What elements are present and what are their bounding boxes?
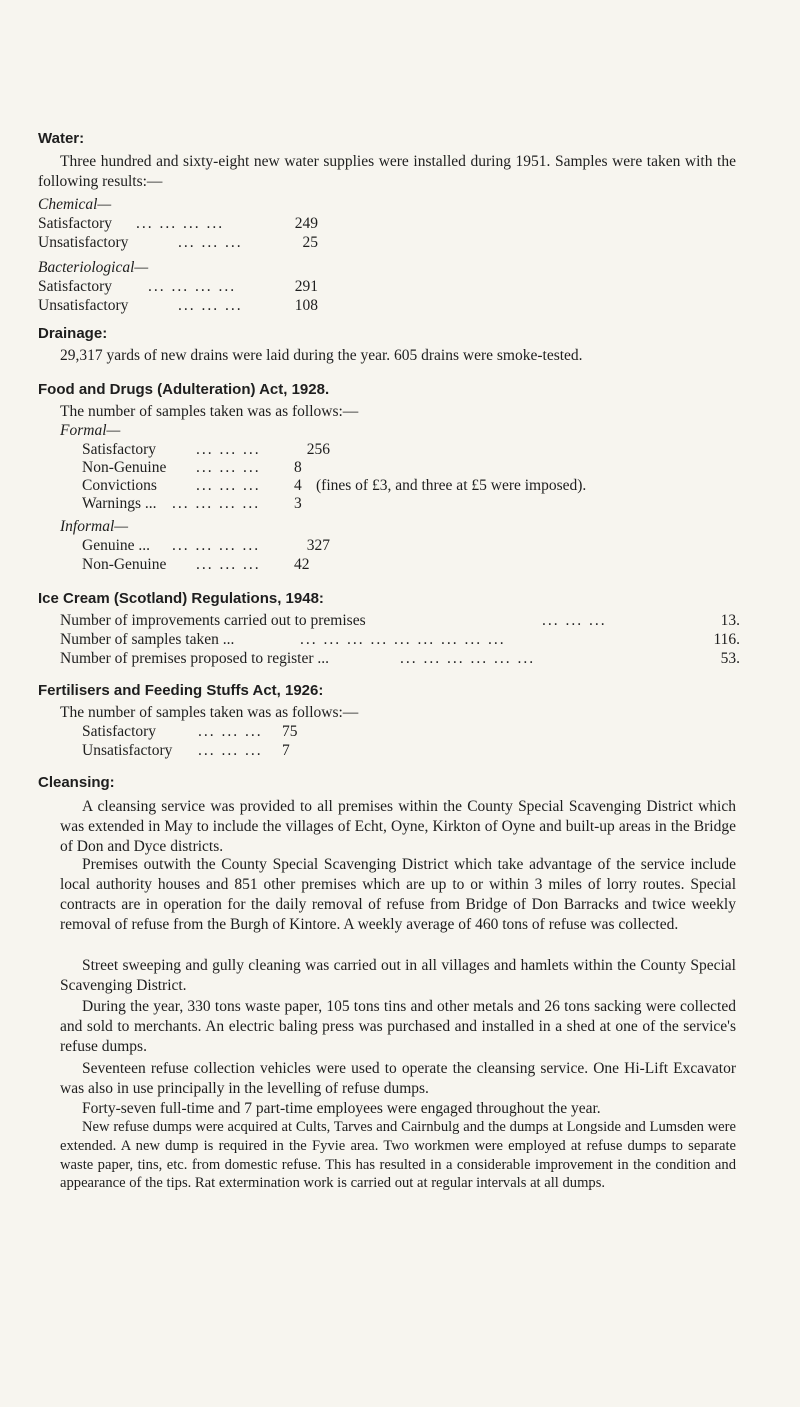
informal-label: Informal— (60, 518, 129, 535)
cleansing-paragraph: Premises outwith the County Special Scavenging District which take advantage of the service include local authority houses and 851 other premises which are up to or within 3 miles of lorry routes. Special contracts are in operation for the daily removal of refuse from Bridge of Don Barracks and twice weekly removal of refuse from the Burgh of Kintore. A weekly average of 460 tons of refuse was collected. (60, 856, 736, 933)
water-intro: Three hundred and sixty-eight new water supplies were installed during 1951. Samples were taken with the following results:— (38, 153, 736, 190)
water-heading: Water: (38, 130, 85, 147)
food-heading: Food and Drugs (Adulteration) Act, 1928. (38, 381, 330, 398)
formal-label: Formal— (60, 422, 121, 439)
fertilisers-heading: Fertilisers and Feeding Stuffs Act, 1926: (38, 682, 324, 699)
chemical-label: Chemical— (38, 196, 112, 213)
fertilisers-intro: The number of samples taken was as follows:— (60, 704, 359, 721)
cleansing-paragraph: New refuse dumps were acquired at Cults, Tarves and Cairnbulg and the dumps at Longside and Lumsden were extended. A new dump is required in the Fyvie area. Two workmen were employed at refuse dumps to separate waste paper, tins, etc. from domestic refuse. This has resulted in a considerable improvement in the condition and appearance of the tips. Rat extermination work is carried out at regular intervals at all dumps. (60, 1119, 736, 1192)
cleansing-paragraph: Forty-seven full-time and 7 part-time employees were engaged throughout the year. (82, 1100, 601, 1117)
ice-cream-heading: Ice Cream (Scotland) Regulations, 1948: (38, 590, 324, 607)
drainage-text: 29,317 yards of new drains were laid during the year. 605 drains were smoke-tested. (60, 347, 583, 364)
food-intro: The number of samples taken was as follows:— (60, 403, 359, 420)
document-page: Water: Three hundred and sixty-eight new water supplies were installed during 1951. Samples were taken with the following results:— Chemical— Satisfactory ... ... ... ... 249 Unsatisfactory ... ... ... 25 Bacteriological— Satisfactory ... ... ... ... 291 Unsatisfactory ... ... ... 108 Drainage: 29,317 yards of new drains were laid during the year. 605 drains were smoke-tested. Food and Drugs (Adulteration) Act, 1928. The number of samples taken was as follows:— Formal— Satisfactory ... ... ... 256 Non-Genuine ... ... ... 8 Convictions ... ... ... 4 (fines of £3, and three at £5 were imposed). Warnings ... ... ... ... ... 3 Informal— Genuine ... ... ... ... ... 327 Non-Genuine ... ... ... 42 Ice Cream (Scotland) Regulations, 1948: Number of improvements carried out to premises ... ... ... 13. Number of samples taken ... ... ... ... ... ... ... ... ... ... 116. Number of premises proposed to register ... ... ... ... ... ... ... 53. Fertilisers and Feeding Stuffs Act, 1926: The number of samples taken was as follows:— Satisfactory ... ... ... 75 Unsatisfactory ... ... ... 7 Cleansing: A cleansing service was provided to all premises within the County Special Scavenging District which was extended in May to include the villages of Echt, Oyne, Kirkton of Oyne and built-up areas in the Bridge of Don and Dyce districts. Premises outwith the County Special Scavenging District which take advantage of the service include local authority houses and 851 other premises which are up to or within 3 miles of lorry routes. Special contracts are in operation for the daily removal of refuse from Bridge of Don Barracks and twice weekly removal of refuse from the Burgh of Kintore. A weekly average of 460 tons of refuse was collected. Street sweeping and gully cleaning was carried out in all villages and hamlets within the County Special Scavenging District. During the year, 330 tons waste paper, 105 tons tins and other metals and 26 tons sacking were collected and sold to merchants. An electric baling press was purchased and installed in a shed at one of the service's refuse dumps. Seventeen refuse collection vehicles were used to operate the cleansing service. One Hi-Lift Excavator was also in use principally in the levelling of refuse dumps. Forty-seven full-time and 7 part-time employees were engaged throughout the year. New refuse dumps were acquired at Cults, Tarves and Cairnbulg and the dumps at Longside and Lumsden were extended. A new dump is required in the Fyvie area. Two workmen were employed at refuse dumps to separate waste paper, tins, etc. from domestic refuse. This has resulted in a considerable improvement in the condition and appearance of the tips. Rat extermination work is carried out at regular intervals at all dumps. (38, 130, 740, 1192)
cleansing-heading: Cleansing: (38, 774, 115, 791)
cleansing-paragraph: A cleansing service was provided to all premises within the County Special Scavenging District which was extended in May to include the villages of Echt, Oyne, Kirkton of Oyne and built-up areas in the Bridge of Don and Dyce districts. (60, 798, 736, 855)
cleansing-paragraph: Seventeen refuse collection vehicles were used to operate the cleansing service. One Hi-Lift Excavator was also in use principally in the levelling of refuse dumps. (60, 1060, 736, 1097)
cleansing-paragraph: During the year, 330 tons waste paper, 105 tons tins and other metals and 26 tons sacking were collected and sold to merchants. An electric baling press was purchased and installed in a shed at one of the service's refuse dumps. (60, 998, 736, 1055)
drainage-heading: Drainage: (38, 325, 108, 342)
bacteriological-label: Bacteriological— (38, 259, 149, 276)
cleansing-paragraph: Street sweeping and gully cleaning was carried out in all villages and hamlets within the County Special Scavenging District. (60, 957, 736, 994)
